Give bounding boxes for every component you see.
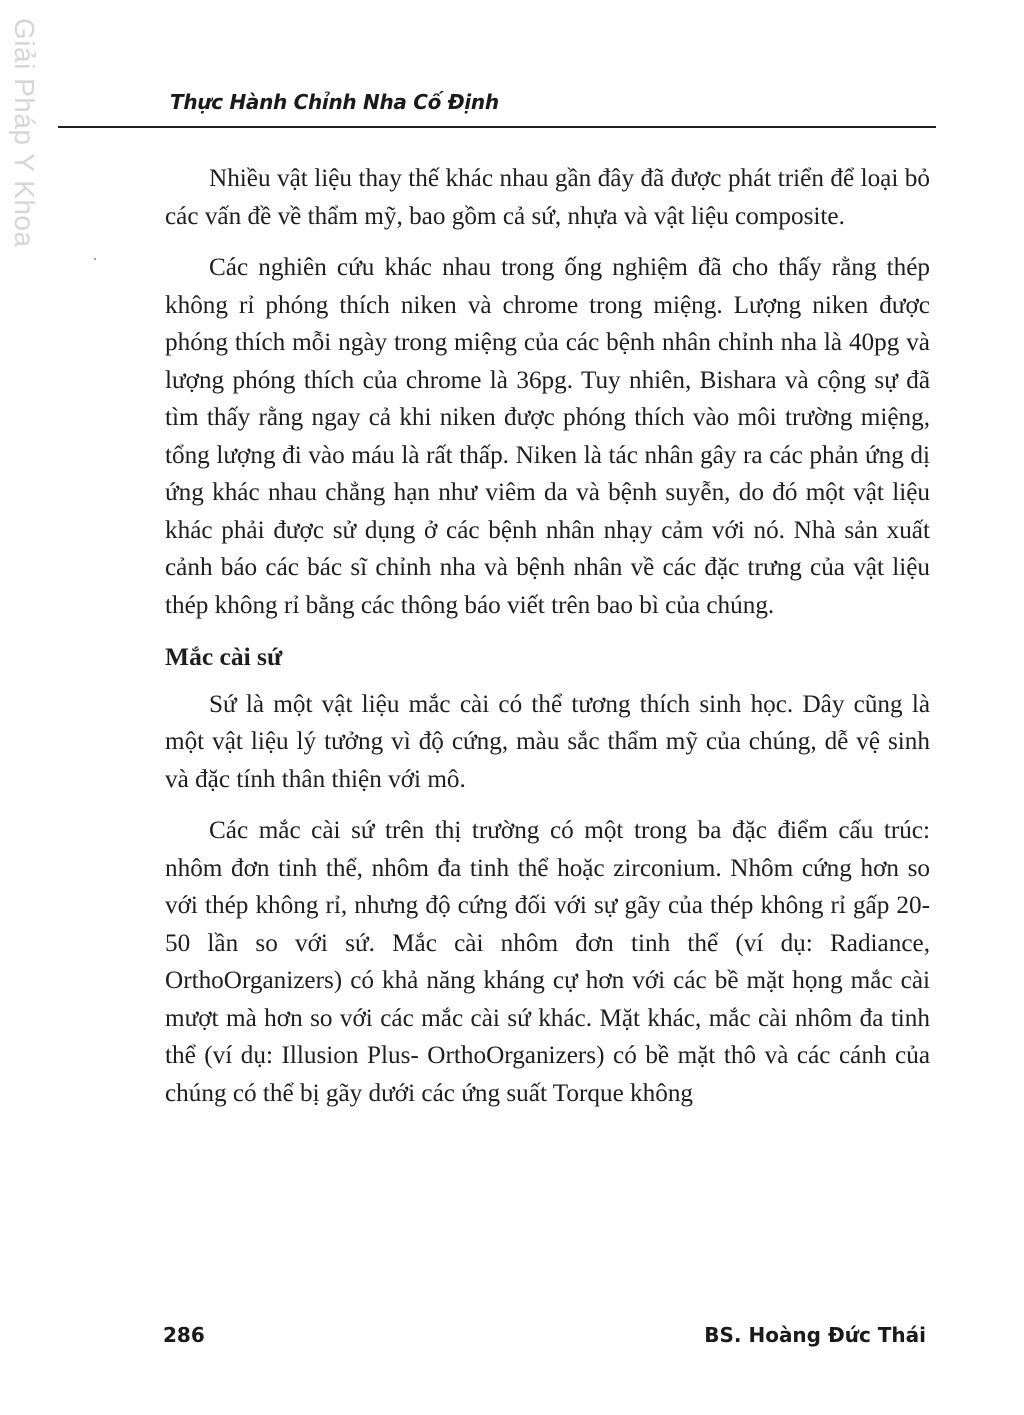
section-heading-ceramic-brackets: Mắc cài sứ: [165, 642, 283, 671]
paragraph-ceramic-structures: Các mắc cài sứ trên thị trường có một trong ba đặc điểm cấu trúc: nhôm đơn tinh thể, nhôm đa tinh thể hoặc zirconium. Nhôm cứng hơn so với thép không rỉ, nhưng độ cứng đối với sự gãy của thép không rỉ gấp 20-50 lần so với sứ. Mắc cài nhôm đơn tinh thể (ví dụ: Radiance, OrthoOrganizers) có khả năng kháng cự hơn với các bề mặt họng mắc cài mượt mà hơn so với các mắc cài sứ khác. Mặt khác, mắc cài nhôm đa tinh thể (ví dụ: Illusion Plus- OrthoOrganizers) có bề mặt thô và các cánh của chúng có thể bị gãy dưới các ứng suất Torque không: [165, 817, 930, 1107]
footer-author: BS. Hoàng Đức Thái: [704, 1323, 926, 1347]
paragraph-alternative-materials: Nhiều vật liệu thay thế khác nhau gần đây đã được phát triển để loại bỏ các vấn đề về thẩm mỹ, bao gồm cả sứ, nhựa và vật liệu composite.: [165, 165, 930, 230]
header-divider: [58, 126, 936, 128]
scan-speck: [94, 258, 96, 260]
running-header-title: Thực Hành Chỉnh Nha Cố Định: [170, 90, 499, 114]
paragraph-nickel-release: Các nghiên cứu khác nhau trong ống nghiệm đã cho thấy rằng thép không rỉ phóng thích niken và chrome trong miệng. Lượng niken được phóng thích mỗi ngày trong miệng của các bệnh nhân chỉnh nha là 40pg và lượng phóng thích của chrome là 36pg. Tuy nhiên, Bishara và cộng sự đã tìm thấy rằng ngay cả khi niken được phóng thích vào môi trường miệng, tổng lượng đi vào máu là rất thấp. Niken là tác nhân gây ra các phản ứng dị ứng khác nhau chẳng hạn như viêm da và bệnh suyễn, do đó một vật liệu khác phải được sử dụng ở các bệnh nhân nhạy cảm với nó. Nhà sản xuất cảnh báo các bác sĩ chỉnh nha và bệnh nhân về các đặc trưng của vật liệu thép không rỉ bằng các thông báo viết trên bao bì của chúng.: [165, 254, 930, 619]
paragraph-ceramic-biocompatible: Sứ là một vật liệu mắc cài có thể tương thích sinh học. Dây cũng là một vật liệu lý tưởng vì độ cứng, màu sắc thẩm mỹ của chúng, dễ vệ sinh và đặc tính thân thiện với mô.: [165, 690, 930, 793]
page-number: 286: [163, 1323, 205, 1347]
page-body: [165, 160, 930, 1126]
watermark-text: Giải Pháp Y Khoa: [9, 18, 40, 248]
